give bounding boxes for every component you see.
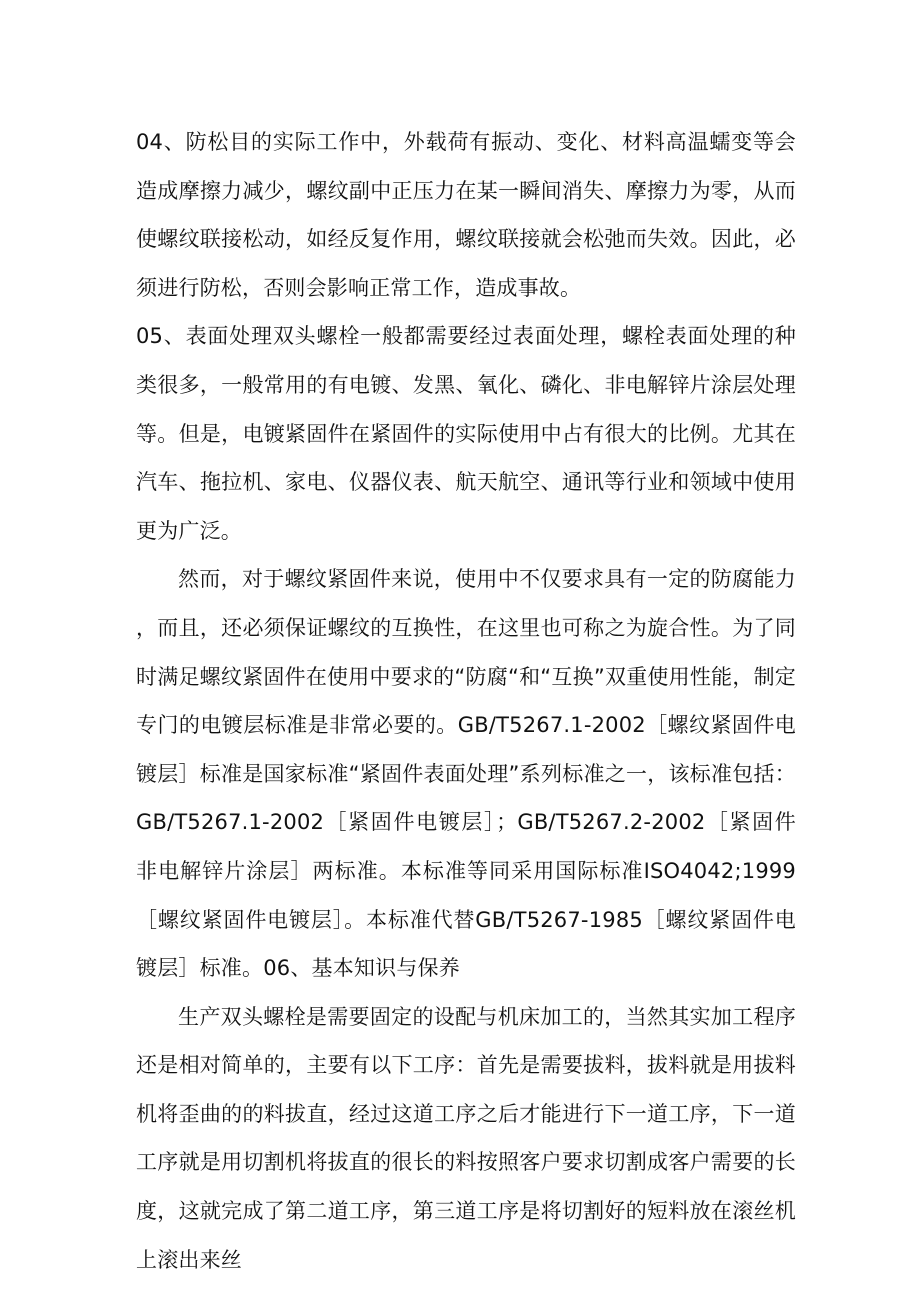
paragraph-production-process: 生产双头螺栓是需要固定的设配与机床加工的，当然其实加工程序还是相对简单的，主要有以下工序：首先是需要拔料，拔料就是用拔料机将歪曲的的料拔直，经过这道工序之后才能进行下一道工序，下一道工序就是用切割机将拔直的很长的料按照客户要求切割成客户需要的长度，这就完成了第二道工序，第三道工序是将切割好的短料放在滚丝机上滚出来丝: [136, 1004, 796, 1272]
paragraph-05-surface-treatment: 05、表面处理双头螺栓一般都需要经过表面处理，螺栓表面处理的种类很多，一般常用的有电镀、发黑、氧化、磷化、非电解锌片涂层处理等。但是，电镀紧固件在紧固件的实际使用中占有很大的比例。尤其在汽车、拖拉机、家电、仪器仪表、航天航空、通讯等行业和领域中使用更为广泛。: [136, 324, 796, 543]
document-body: [136, 118, 796, 1284]
paragraph-04-anti-loosening: 04、防松目的实际工作中，外载荷有振动、变化、材料高温蠕变等会造成摩擦力减少，螺纹副中正压力在某一瞬间消失、摩擦力为零，从而使螺纹联接松动，如经反复作用，螺纹联接就会松弛而失效。因此，必须进行防松，否则会影响正常工作，造成事故。: [136, 130, 796, 300]
paragraph-plating-standard: 然而，对于螺纹紧固件来说，使用中不仅要求具有一定的防腐能力，而且，还必须保证螺纹的互换性，在这里也可称之为旋合性。为了同时满足螺纹紧固件在使用中要求的“防腐“和“互换”双重使用性能，制定专门的电镀层标准是非常必要的。GB/T5267.1-2002［螺纹紧固件电镀层］标准是国家标准“紧固件表面处理”系列标准之一，该标准包括：GB/T5267.1-2002［紧固件电镀层］；GB/T5267.2-2002［紧固件非电解锌片涂层］两标准。本标准等同采用国际标准ISO4042;1999［螺纹紧固件电镀层］。本标准代替GB/T5267-1985［螺纹紧固件电镀层］标准。06、基本知识与保养: [136, 567, 796, 981]
